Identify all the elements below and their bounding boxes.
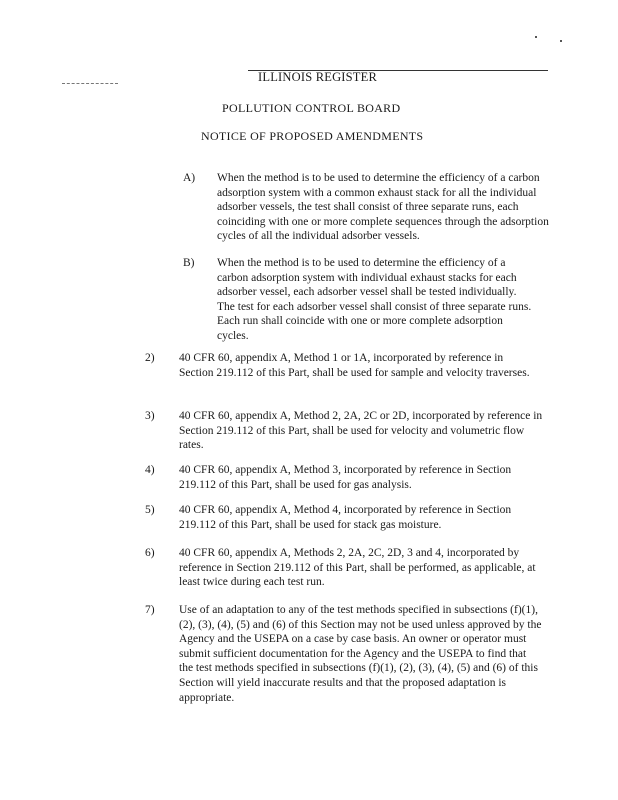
item-label-2: 2) [145,352,155,364]
subitem-label-b: B) [183,257,195,269]
register-title: ILLINOIS REGISTER [258,70,378,84]
item-text-2: 40 CFR 60, appendix A, Method 1 or 1A, incorporated by reference in Section 219.112 of this Part, shall be used for sample and velocity traverses. [179,352,530,379]
item-label-4: 4) [145,464,155,476]
item-text-5: 40 CFR 60, appendix A, Method 4, incorporated by reference in Section 219.112 of this Part, shall be used for stack gas moisture. [179,504,512,531]
item-label-7: 7) [145,604,155,616]
subitem-text-a: When the method is to be used to determine the efficiency of a carbon adsorption system with a common exhaust stack for all the individual adsorber vessels, the test shall consist of three separate runs, each coinciding with one or more complete sequences through the adsorption cycles of all the individual adsorber vessels. [217,172,549,243]
scan-speck [560,40,562,42]
item-text-7: Use of an adaptation to any of the test methods specified in subsections (f)(1), (2), (3), (4), (5) and (6) of this Section may not be used unless approved by the Agency and the USEPA on a case by case basis. An owner or operator must submit sufficient documentation for the Agency and the USEPA to find that the test methods specified in subsections (f)(1), (2), (3), (4), (5) and (6) of this Section will yield inaccurate results and that the proposed adaptation is appropriate. [179,604,542,704]
notice-title: NOTICE OF PROPOSED AMENDMENTS [201,129,424,143]
item-label-5: 5) [145,504,155,516]
margin-mark [62,83,118,84]
board-title: POLLUTION CONTROL BOARD [222,101,401,115]
scan-speck [535,36,537,38]
item-label-6: 6) [145,547,155,559]
subitem-text-b: When the method is to be used to determine the efficiency of a carbon adsorption system with individual exhaust stacks for each adsorber vessel, each adsorber vessel shall be tested individually. The test for each adsorber vessel shall consist of three separate runs. Each run shall coincide with one or more complete adsorption cycles. [217,257,532,342]
item-text-6: 40 CFR 60, appendix A, Methods 2, 2A, 2C, 2D, 3 and 4, incorporated by reference in Section 219.112 of this Part, shall be performed, as applicable, at least twice during each test run. [179,547,536,589]
item-text-3: 40 CFR 60, appendix A, Method 2, 2A, 2C or 2D, incorporated by reference in Section 219.112 of this Part, shall be used for velocity and volumetric flow rates. [179,410,543,452]
item-text-4: 40 CFR 60, appendix A, Method 3, incorporated by reference in Section 219.112 of this Part, shall be used for gas analysis. [179,464,512,491]
item-label-3: 3) [145,410,155,422]
subitem-label-a: A) [183,172,196,184]
